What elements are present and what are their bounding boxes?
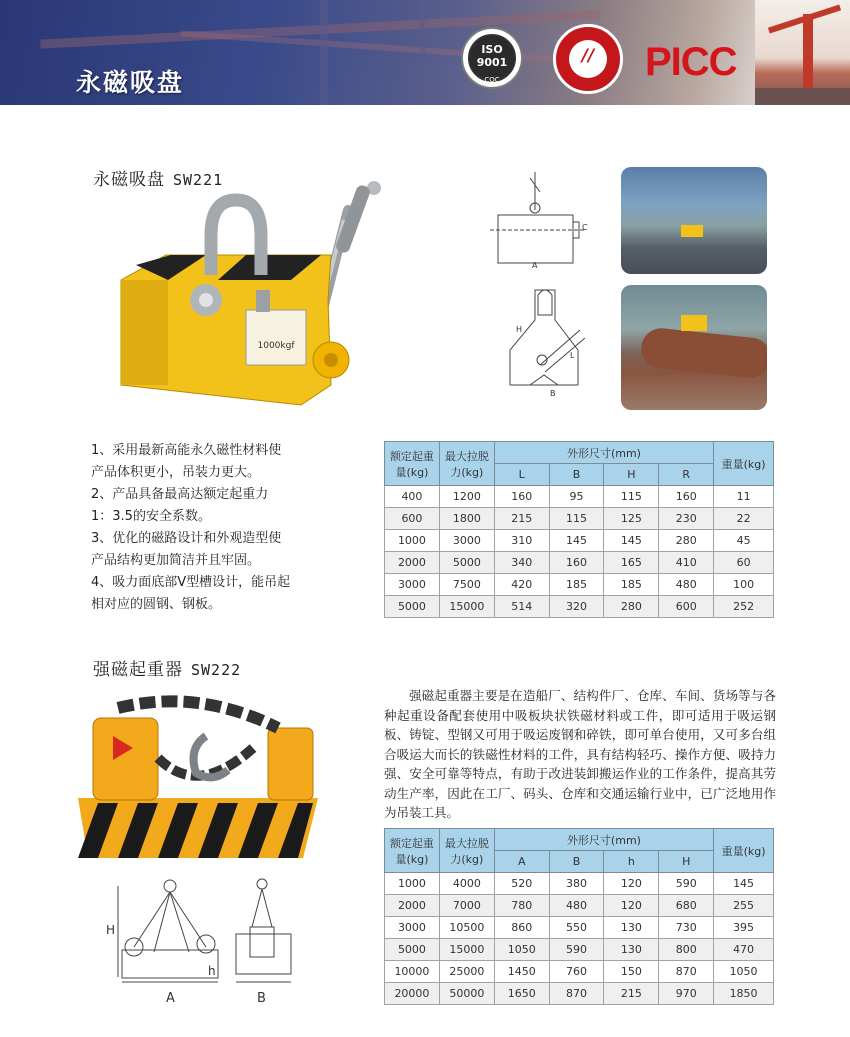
table-cell: 1450 xyxy=(494,961,549,983)
header-dimensions: 外形尺寸(mm) xyxy=(494,829,713,851)
table-cell: 1200 xyxy=(439,486,494,508)
table-cell: 252 xyxy=(714,596,774,618)
table-row xyxy=(385,983,774,1005)
table-cell: 230 xyxy=(659,508,714,530)
table-cell: 4000 xyxy=(439,873,494,895)
iso9001-logo: ISO 9001 CQC xyxy=(461,27,523,89)
table-cell: 400 xyxy=(385,486,440,508)
feature-line: 1、采用最新高能永久磁性材料使 xyxy=(91,443,282,458)
table-cell: 3000 xyxy=(439,530,494,552)
table-cell: 760 xyxy=(549,961,604,983)
round-bar-lifting-photo xyxy=(621,285,767,410)
table-cell: 145 xyxy=(714,873,774,895)
table-cell: 3000 xyxy=(385,917,440,939)
table-cell: 970 xyxy=(659,983,714,1005)
sw222-description: 强磁起重器主要是在造船厂、结构件厂、仓库、车间、货场等与各种起重设备配套使用中吸板块状铁磁材料或工件，即可适用于吸运钢板、铸锭、型钢又可用于吸运废钢和碎铁，即可单台使用，又可多台组合吸运大而长的铁磁性材料的工件，具有结构轻巧、操作方便、吸持力强、安全可靠等特点，有助于改进装卸搬运作业的工作条件，提高其劳动生产率，因此在工厂、码头、仓库和交通运输行业中，已广泛地用作为吊装工具。 xyxy=(384,688,776,820)
table-cell: 310 xyxy=(494,530,549,552)
picc-logo: PICC xyxy=(645,40,737,84)
section2-title: 强磁起重器 SW222 xyxy=(93,660,242,680)
table-cell: 5000 xyxy=(439,552,494,574)
header-banner xyxy=(0,0,850,105)
table-cell: 1650 xyxy=(494,983,549,1005)
sw222-spec-table xyxy=(384,828,774,1005)
table-cell: 160 xyxy=(549,552,604,574)
table-cell: 10000 xyxy=(385,961,440,983)
table-cell: 50000 xyxy=(439,983,494,1005)
table-cell: 470 xyxy=(714,939,774,961)
table-cell: 185 xyxy=(604,574,659,596)
table-cell: 45 xyxy=(714,530,774,552)
feature-line: 相对应的圆钢、钢板。 xyxy=(91,597,222,612)
header-dim-col: h xyxy=(604,851,659,873)
table-cell: 1000 xyxy=(385,873,440,895)
feature-line: 2、产品具备最高达额定起重力 xyxy=(91,487,269,502)
header-rated-load: 额定起重量(kg) xyxy=(385,442,440,486)
table-cell: 480 xyxy=(659,574,714,596)
table-cell: 5000 xyxy=(385,596,440,618)
sw222-table-body xyxy=(385,873,774,1005)
workshop-lifting-photo xyxy=(621,167,767,274)
table-row xyxy=(385,939,774,961)
table-cell: 11 xyxy=(714,486,774,508)
table-cell: 280 xyxy=(659,530,714,552)
table-cell: 280 xyxy=(604,596,659,618)
svg-text:L: L xyxy=(570,351,575,360)
table-cell: 395 xyxy=(714,917,774,939)
svg-text:H: H xyxy=(106,923,116,937)
table-row xyxy=(385,917,774,939)
table-row xyxy=(385,552,774,574)
table-cell: 150 xyxy=(604,961,659,983)
svg-text:C: C xyxy=(582,223,588,232)
table-cell: 120 xyxy=(604,895,659,917)
table-cell: 860 xyxy=(494,917,549,939)
sw221-side-view-drawing xyxy=(500,280,610,400)
table-cell: 590 xyxy=(659,873,714,895)
table-cell: 520 xyxy=(494,873,549,895)
header-dim-col: H xyxy=(604,464,659,486)
table-cell: 1000 xyxy=(385,530,440,552)
table-cell: 3000 xyxy=(385,574,440,596)
svg-text:A: A xyxy=(166,991,175,1006)
table-cell: 15000 xyxy=(439,939,494,961)
table-cell: 22 xyxy=(714,508,774,530)
section1-title: 永磁吸盘 SW221 xyxy=(93,170,224,190)
table-cell: 870 xyxy=(549,983,604,1005)
table-cell: 320 xyxy=(549,596,604,618)
sw221-front-view-drawing xyxy=(490,170,605,270)
table-cell: 550 xyxy=(549,917,604,939)
table-cell: 115 xyxy=(549,508,604,530)
header-weight: 重量(kg) xyxy=(714,829,774,873)
header-dim-col: A xyxy=(494,851,549,873)
table-cell: 7000 xyxy=(439,895,494,917)
table-cell: 800 xyxy=(659,939,714,961)
table-cell: 130 xyxy=(604,917,659,939)
sw221-spec-table xyxy=(384,441,774,618)
feature-line: 3、优化的磁路设计和外观造型使 xyxy=(91,531,282,546)
table-cell: 600 xyxy=(385,508,440,530)
table-cell: 730 xyxy=(659,917,714,939)
table-cell: 10500 xyxy=(439,917,494,939)
table-row xyxy=(385,486,774,508)
table-cell: 145 xyxy=(604,530,659,552)
table-cell: 185 xyxy=(549,574,604,596)
header-dimensions: 外形尺寸(mm) xyxy=(494,442,713,464)
table-cell: 145 xyxy=(549,530,604,552)
table-cell: 95 xyxy=(549,486,604,508)
table-cell: 480 xyxy=(549,895,604,917)
header-rated-load: 额定起重量(kg) xyxy=(385,829,440,873)
table-cell: 1800 xyxy=(439,508,494,530)
header-weight: 重量(kg) xyxy=(714,442,774,486)
table-cell: 160 xyxy=(659,486,714,508)
table-cell: 215 xyxy=(604,983,659,1005)
table-cell: 120 xyxy=(604,873,659,895)
table-cell: 780 xyxy=(494,895,549,917)
sw221-table-body xyxy=(385,486,774,618)
strong-magnet-lifter-image xyxy=(78,688,318,863)
table-cell: 590 xyxy=(549,939,604,961)
table-cell: 380 xyxy=(549,873,604,895)
header-dim-col: B xyxy=(549,464,604,486)
china-top-brand-logo: // xyxy=(553,24,623,94)
header-dim-col: B xyxy=(549,851,604,873)
table-cell: 2000 xyxy=(385,895,440,917)
table-cell: 25000 xyxy=(439,961,494,983)
table-cell: 600 xyxy=(659,596,714,618)
svg-text:h: h xyxy=(208,964,216,978)
table-cell: 7500 xyxy=(439,574,494,596)
table-cell: 340 xyxy=(494,552,549,574)
table-row xyxy=(385,961,774,983)
table-cell: 20000 xyxy=(385,983,440,1005)
table-cell: 100 xyxy=(714,574,774,596)
product-plate: 1000kgf xyxy=(257,341,295,351)
svg-text:B: B xyxy=(257,991,266,1006)
feature-line: 产品体积更小，吊装力更大。 xyxy=(91,465,261,480)
header-dim-col: R xyxy=(659,464,714,486)
header-pull-force: 最大拉脱力(kg) xyxy=(439,442,494,486)
sw222-side-view-drawing xyxy=(230,872,300,1007)
header-dim-col: L xyxy=(494,464,549,486)
table-cell: 125 xyxy=(604,508,659,530)
table-row xyxy=(385,596,774,618)
table-cell: 5000 xyxy=(385,939,440,961)
table-cell: 2000 xyxy=(385,552,440,574)
svg-text:B: B xyxy=(550,389,556,398)
banner-title: 永磁吸盘 xyxy=(76,68,185,97)
table-cell: 1050 xyxy=(494,939,549,961)
table-cell: 1850 xyxy=(714,983,774,1005)
sw222-front-view-drawing xyxy=(104,872,224,1007)
table-cell: 130 xyxy=(604,939,659,961)
table-cell: 115 xyxy=(604,486,659,508)
table-cell: 60 xyxy=(714,552,774,574)
svg-text:H: H xyxy=(516,325,523,334)
port-crane-photo xyxy=(755,0,850,105)
table-row xyxy=(385,873,774,895)
table-cell: 255 xyxy=(714,895,774,917)
table-row xyxy=(385,530,774,552)
table-cell: 1050 xyxy=(714,961,774,983)
feature-line: 1：3.5的安全系数。 xyxy=(91,509,211,524)
table-row xyxy=(385,574,774,596)
header-dim-col: H xyxy=(659,851,714,873)
table-cell: 215 xyxy=(494,508,549,530)
feature-line: 产品结构更加简洁并且牢固。 xyxy=(91,553,261,568)
table-cell: 165 xyxy=(604,552,659,574)
table-cell: 680 xyxy=(659,895,714,917)
table-cell: 870 xyxy=(659,961,714,983)
table-cell: 15000 xyxy=(439,596,494,618)
table-cell: 420 xyxy=(494,574,549,596)
svg-text:A: A xyxy=(532,261,538,270)
header-pull-force: 最大拉脱力(kg) xyxy=(439,829,494,873)
feature-line: 4、吸力面底部V型槽设计，能吊起 xyxy=(91,575,291,590)
table-row xyxy=(385,508,774,530)
permanent-lifting-magnet-image xyxy=(96,180,396,415)
table-cell: 160 xyxy=(494,486,549,508)
table-cell: 410 xyxy=(659,552,714,574)
feature-list xyxy=(91,440,331,616)
table-row xyxy=(385,895,774,917)
table-cell: 514 xyxy=(494,596,549,618)
